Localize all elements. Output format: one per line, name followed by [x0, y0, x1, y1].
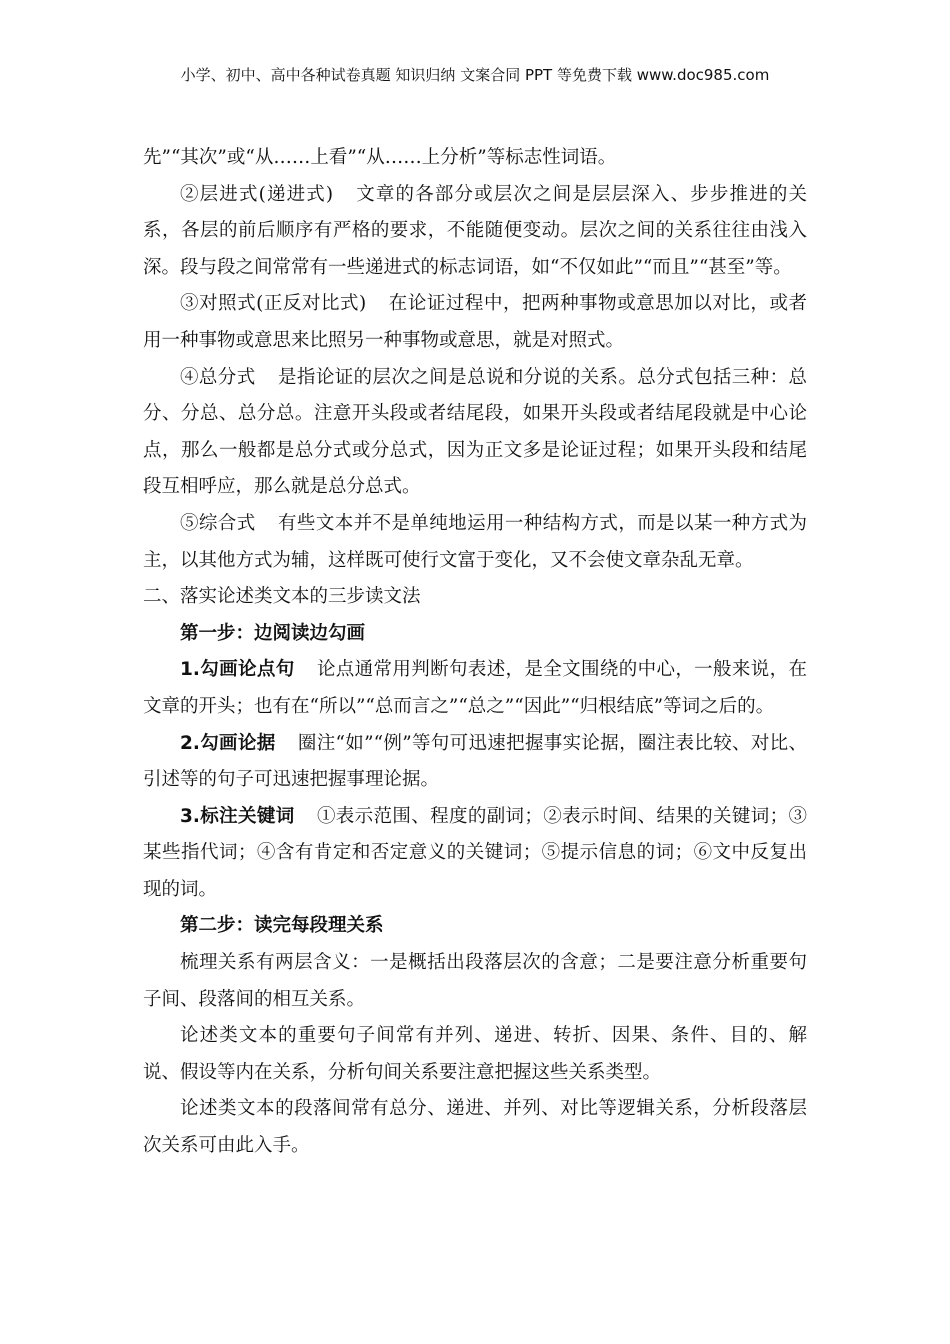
paragraph-relation-3: 论述类文本的段落间常有总分、递进、并列、对比等逻辑关系，分析段落层次关系可由此入手。: [143, 1098, 807, 1157]
item-keywords: [143, 799, 807, 909]
item-keywords-number: 3: [180, 805, 193, 827]
paragraph-general-specific: [143, 360, 807, 506]
section-heading: 二、落实论述类文本的三步读文法: [143, 586, 421, 608]
term-comprehensive: ⑤综合式: [180, 512, 256, 534]
term-general-specific: ④总分式: [180, 366, 256, 388]
step2-heading: 第二步：读完每段理关系: [180, 915, 384, 937]
item-thesis-term: .勾画论点句: [192, 659, 295, 681]
item-evidence-text: 圈注“如”“例”等句可迅速把握事实论据，圈注表比较、对比、引述等的句子可迅速把握事理论据。: [143, 732, 808, 791]
paragraph-continuation: 先”“其次”或“从……上看”“从……上分析”等标志性词语。: [143, 147, 617, 168]
paragraph-progressive: [143, 177, 807, 287]
item-keywords-text: ①表示范围、程度的副词；②表示时间、结果的关键词；③某些指代词；④含有肯定和否定意义的关键词；⑤提示信息的词；⑥文中反复出现的词。: [143, 805, 807, 900]
document-body: [143, 140, 807, 1165]
paragraph-relation-2: 论述类文本的重要句子间常有并列、递进、转折、因果、条件、目的、解说、假设等内在关系，分析句间关系要注意把握这些关系类型。: [143, 1025, 807, 1083]
text-general-specific: 是指论证的层次之间是总说和分说的关系。总分式包括三种：总分、分总、总分总。注意开头段或者结尾段，如果开头段或者结尾段就是中心论点，那么一般都是总分式或分总式，因为正文多是论证过程；如果开头段和结尾段互相呼应，那么就是总分总式。: [143, 366, 807, 498]
item-thesis-number: 1: [180, 659, 193, 681]
item-evidence: [143, 726, 807, 799]
item-evidence-number: 2: [180, 732, 193, 754]
paragraph-relation-1: 梳理关系有两层含义：一是概括出段落层次的含意；二是要注意分析重要句子间、段落间的相互关系。: [143, 952, 807, 1010]
text-contrast: 在论证过程中，把两种事物或意思加以对比，或者用一种事物或意思来比照另一种事物或意思，就是对照式。: [143, 293, 807, 351]
step1-heading: 第一步：边阅读边勾画: [180, 622, 366, 644]
page-header: 小学、初中、高中各种试卷真题 知识归纳 文案合同 PPT 等免费下载 www.doc985.com: [180, 66, 770, 84]
term-contrast: ③对照式(正反对比式): [180, 293, 367, 315]
text-progressive: 文章的各部分或层次之间是层层深入、步步推进的关系，各层的前后顺序有严格的要求，不能随便变动。层次之间的关系往往由浅入深。段与段之间常常有一些递进式的标志词语，如“不仅如此”“而且”“甚至”等。: [143, 183, 807, 278]
paragraph-comprehensive: [143, 506, 807, 579]
item-keywords-term: .标注关键词: [192, 805, 295, 827]
item-thesis-text: 论点通常用判断句表述，是全文围绕的中心，一般来说，在文章的开头；也有在“所以”“总而言之”“总之”“因此”“归根结底”等词之后的。: [143, 659, 807, 717]
item-evidence-term: .勾画论据: [192, 732, 276, 754]
text-comprehensive: 有些文本并不是单纯地运用一种结构方式，而是以某一种方式为主，以其他方式为辅，这样既可使行文富于变化，又不会使文章杂乱无章。: [143, 512, 807, 571]
term-progressive: ②层进式(递进式): [180, 183, 334, 205]
item-thesis: [143, 652, 807, 725]
paragraph-contrast: [143, 286, 807, 359]
